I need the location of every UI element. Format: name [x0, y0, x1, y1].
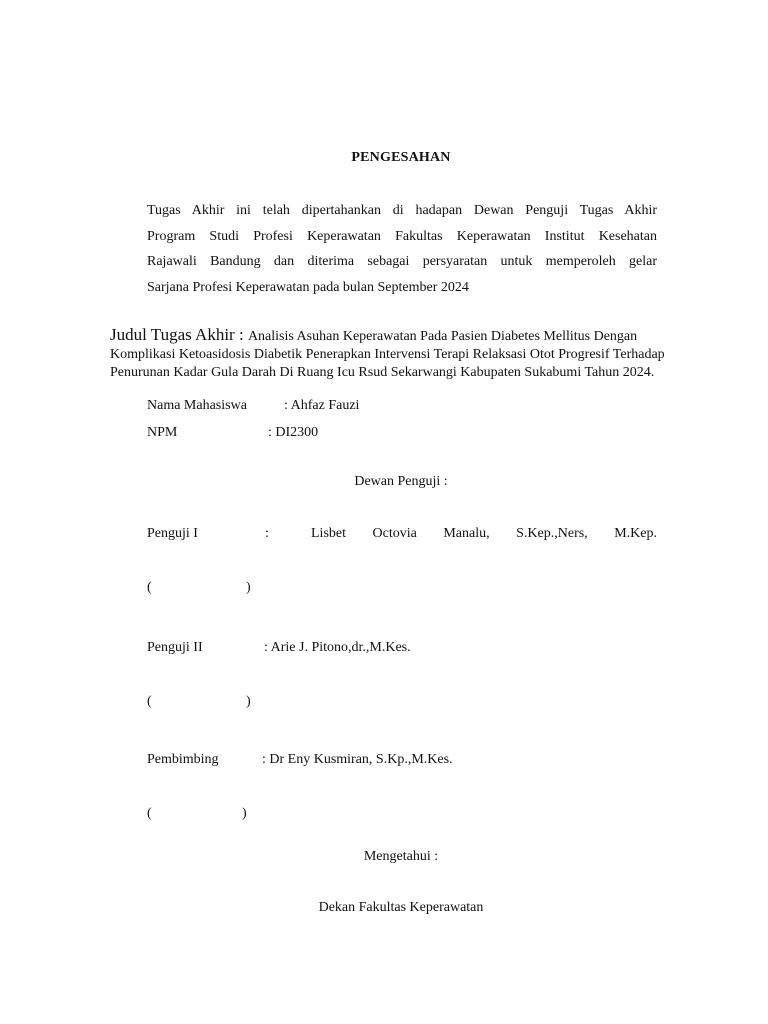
approval-paragraph — [147, 198, 657, 301]
paragraph-line: Sarjana Profesi Keperawatan pada bulan September 2024 — [147, 280, 469, 296]
examiner-1-name-word: Manalu, — [443, 526, 490, 541]
signature-open-paren: ( — [147, 694, 152, 709]
signature-close-paren: ) — [246, 694, 251, 709]
thesis-title-text: Analisis Asuhan Keperawatan Pada Pasien Diabetes Mellitus Dengan Komplikasi Ketoasidosis Diabetik Penerapkan Intervensi Terapi Relaksasi Otot Progresif Terhadap Penurunan Kadar Gula Darah Di Ruang Icu Rsud Sekarwangi Kabupaten Sukabumi Tahun 2024. — [110, 329, 665, 380]
npm-label: NPM — [147, 425, 178, 440]
examiner-board-heading: Dewan Penguji : — [354, 474, 448, 489]
signature-open-paren: ( — [147, 580, 152, 595]
examiner-2-label: Penguji II — [147, 640, 203, 655]
examiner-1-name-word: S.Kep.,Ners, — [516, 526, 588, 541]
examiner-1-label: Penguji I — [147, 526, 198, 541]
npm-value: : DI2300 — [268, 425, 319, 440]
examiner-2-name: : Arie J. Pitono,dr.,M.Kes. — [264, 640, 411, 655]
paragraph-line: Tugas Akhir ini telah dipertahankan di hadapan Dewan Penguji Tugas Akhir — [147, 203, 657, 218]
signature-close-paren: ) — [242, 806, 247, 821]
thesis-title-block — [110, 326, 700, 382]
dean-title: Dekan Fakultas Keperawatan — [318, 900, 484, 915]
supervisor-label: Pembimbing — [147, 752, 219, 767]
signature-close-paren: ) — [246, 580, 251, 595]
paragraph-line: Program Studi Profesi Keperawatan Fakultas Keperawatan Institut Kesehatan — [147, 228, 657, 244]
student-name-label: Nama Mahasiswa — [147, 398, 247, 413]
student-name-value: : Ahfaz Fauzi — [284, 398, 360, 413]
examiner-1-name-word: Octovia — [372, 526, 417, 541]
page-title: PENGESAHAN — [351, 150, 451, 165]
examiner-1-name-word: Lisbet — [311, 526, 346, 541]
signature-open-paren: ( — [147, 806, 152, 821]
examiner-1-name — [311, 526, 657, 542]
examiner-1-row — [147, 526, 657, 542]
examiner-1-colon: : — [265, 526, 269, 541]
examiner-1-name-word: M.Kep. — [614, 526, 657, 541]
thesis-title-label: Judul Tugas Akhir : — [110, 325, 248, 344]
supervisor-name: : Dr Eny Kusmiran, S.Kp.,M.Kes. — [262, 752, 453, 767]
acknowledged-heading: Mengetahui : — [363, 849, 439, 864]
paragraph-line: Rajawali Bandung dan diterima sebagai persyaratan untuk memperoleh gelar — [147, 254, 657, 270]
